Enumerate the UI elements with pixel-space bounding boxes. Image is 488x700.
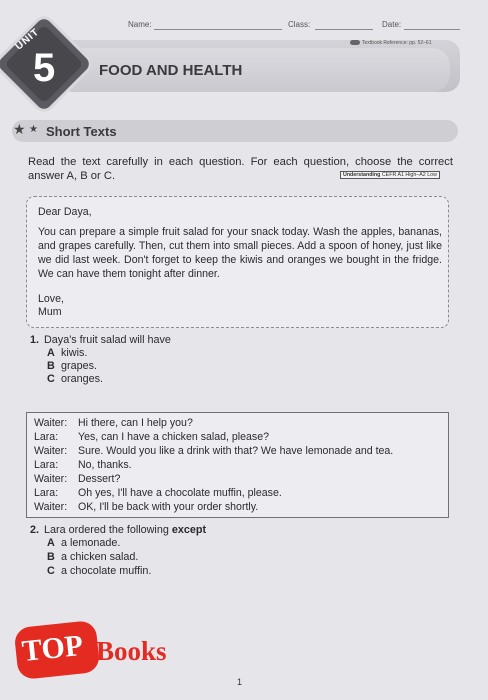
utterance: No, thanks. [78, 459, 132, 471]
class-line [315, 29, 373, 30]
utterance: Yes, can I have a chicken salad, please? [78, 431, 270, 443]
dialogue-line [34, 445, 393, 457]
unit-title: FOOD AND HEALTH [99, 62, 243, 79]
question-number: 2. [30, 524, 40, 536]
badge-skill: Understanding [343, 172, 381, 178]
reference-text: Textbook Reference: pp. 52–61 [362, 40, 432, 46]
speaker: Waiter: [34, 501, 68, 513]
speaker: Lara: [34, 431, 59, 443]
class-label: Class: [288, 20, 311, 29]
badge-level: CEFR A1 High–A2 Low [381, 172, 437, 178]
date-label: Date: [382, 20, 402, 29]
option-text: kiwis. [61, 347, 88, 359]
option-text: a lemonade. [61, 537, 121, 549]
option-1b[interactable] [47, 360, 97, 372]
unit-number: 5 [33, 46, 56, 90]
option-text: grapes. [61, 360, 98, 372]
instructions: Read the text carefully in each question. For each question, choose the correct answer A, B or C. [28, 156, 453, 182]
option-letter: B [47, 551, 55, 563]
option-2b[interactable] [47, 551, 138, 563]
star-icon: ★ [13, 121, 26, 137]
utterance: OK, I'll be back with your order shortly. [78, 501, 259, 513]
dialogue-line [34, 417, 193, 429]
option-2a[interactable] [47, 537, 120, 549]
option-text: a chicken salad. [61, 551, 139, 563]
speaker: Waiter: [34, 417, 68, 429]
speaker: Waiter: [34, 473, 68, 485]
speaker: Lara: [34, 487, 59, 499]
option-text: a chocolate muffin. [61, 565, 152, 577]
name-label: Name: [128, 20, 152, 29]
option-letter: B [47, 360, 55, 372]
option-letter: A [47, 537, 55, 549]
page-number: 1 [237, 677, 243, 687]
date-line [404, 29, 460, 30]
utterance: Sure. Would you like a drink with that? We have lemonade and tea. [78, 445, 394, 457]
section-title: Short Texts [46, 124, 117, 139]
unit-word: UNIT [13, 26, 42, 53]
note-sender: Mum [38, 306, 62, 318]
option-letter: A [47, 347, 55, 359]
watermark-books: Books [96, 636, 167, 666]
option-text: oranges. [61, 373, 104, 385]
question-stem: Daya's fruit salad will have [44, 334, 171, 346]
option-letter: C [47, 373, 55, 385]
option-2c[interactable] [47, 565, 151, 577]
option-1c[interactable] [47, 373, 103, 385]
note-closing: Love, [38, 293, 64, 305]
utterance: Hi there, can I help you? [78, 417, 193, 429]
watermark-top: TOP [20, 628, 85, 669]
book-link-icon [350, 40, 360, 45]
option-1a[interactable] [47, 347, 87, 359]
textbook-reference [350, 40, 432, 46]
name-line [154, 29, 282, 30]
speaker: Waiter: [34, 445, 68, 457]
question-number: 1. [30, 334, 40, 346]
level-badge [340, 171, 440, 179]
option-letter: C [47, 565, 55, 577]
question-1 [30, 334, 171, 346]
speaker: Lara: [34, 459, 59, 471]
dialogue-line [34, 487, 282, 499]
utterance: Dessert? [78, 473, 121, 485]
dialogue-line [34, 501, 258, 513]
question-emphasis: except [171, 524, 207, 536]
dialogue-line [34, 431, 269, 443]
question-stem: Lara ordered the following [44, 524, 169, 536]
dialogue-line [34, 459, 132, 471]
question-2 [30, 524, 206, 536]
note-body: You can prepare a simple fruit salad for your snack today. Wash the apples, bananas, and grapes carefully. Then, cut them into small pieces. Add a spoon of honey, just like we did last week. Don't forget to keep the kiwis and oranges we bought in the fridge. We can have them tonight after dinner. [38, 226, 442, 280]
note-greeting: Dear Daya, [38, 206, 92, 218]
small-star-icon: ★ [29, 124, 38, 135]
utterance: Oh yes, I'll have a chocolate muffin, please. [78, 487, 282, 499]
dialogue-line [34, 473, 120, 485]
